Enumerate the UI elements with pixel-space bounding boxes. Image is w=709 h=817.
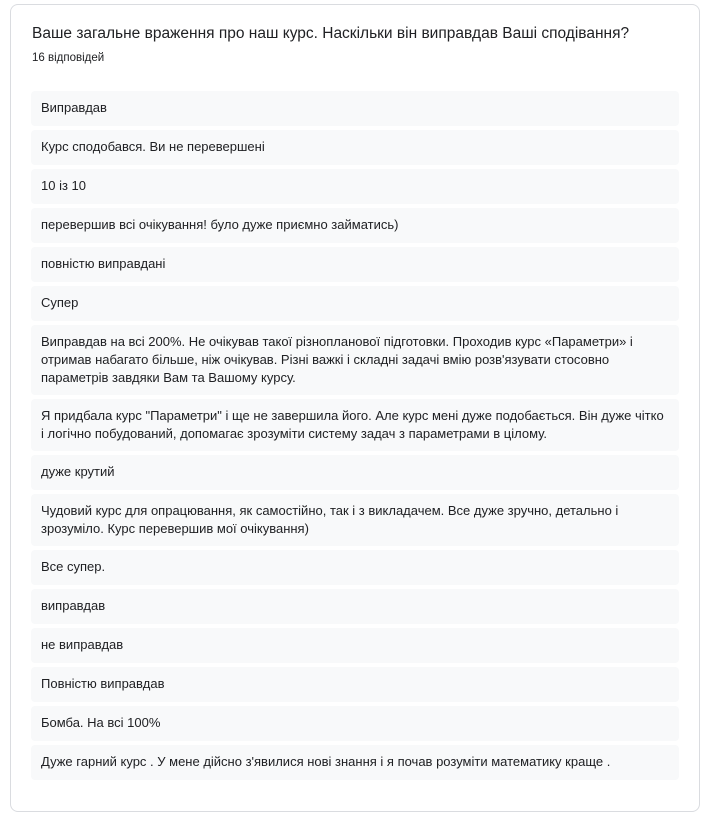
- question-title: Ваше загальне враження про наш курс. Наскільки він виправдав Ваші сподівання?: [32, 25, 630, 42]
- question-response-card: [10, 4, 700, 812]
- response-item: Все супер.: [31, 550, 679, 585]
- response-item: не виправдав: [31, 628, 679, 663]
- response-list: [31, 91, 679, 784]
- response-item: Чудовий курс для опрацювання, як самостійно, так і з викладачем. Все дуже зручно, детально і зрозуміло. Курс перевершив мої очікування): [31, 494, 679, 546]
- response-item: Курс сподобався. Ви не перевершені: [31, 130, 679, 165]
- response-item: Виправдав на всі 200%. Не очікував такої різнопланової підготовки. Проходив курс «Параметри» і отримав набагато більше, ніж очікував. Різні важкі і складні задачі вмію розв'язувати стосовно параметрів завдяки Вам та Вашому курсу.: [31, 325, 679, 395]
- response-item: Виправдав: [31, 91, 679, 126]
- response-count: 16 відповідей: [32, 52, 105, 64]
- response-item: 10 із 10: [31, 169, 679, 204]
- response-item: Я придбала курс "Параметри" і ще не завершила його. Але курс мені дуже подобається. Він дуже чітко і логічно побудований, допомагає зрозуміти систему задач з параметрами в цілому.: [31, 399, 679, 451]
- response-item: виправдав: [31, 589, 679, 624]
- response-item: Дуже гарний курс . У мене дійсно з'явилися нові знання і я почав розуміти математику краще .: [31, 745, 679, 780]
- response-item: повністю виправдані: [31, 247, 679, 282]
- response-item: Повністю виправдав: [31, 667, 679, 702]
- response-item: Супер: [31, 286, 679, 321]
- response-item: перевершив всі очікування! було дуже приємно займатись): [31, 208, 679, 243]
- response-item: Бомба. На всі 100%: [31, 706, 679, 741]
- response-item: дуже крутий: [31, 455, 679, 490]
